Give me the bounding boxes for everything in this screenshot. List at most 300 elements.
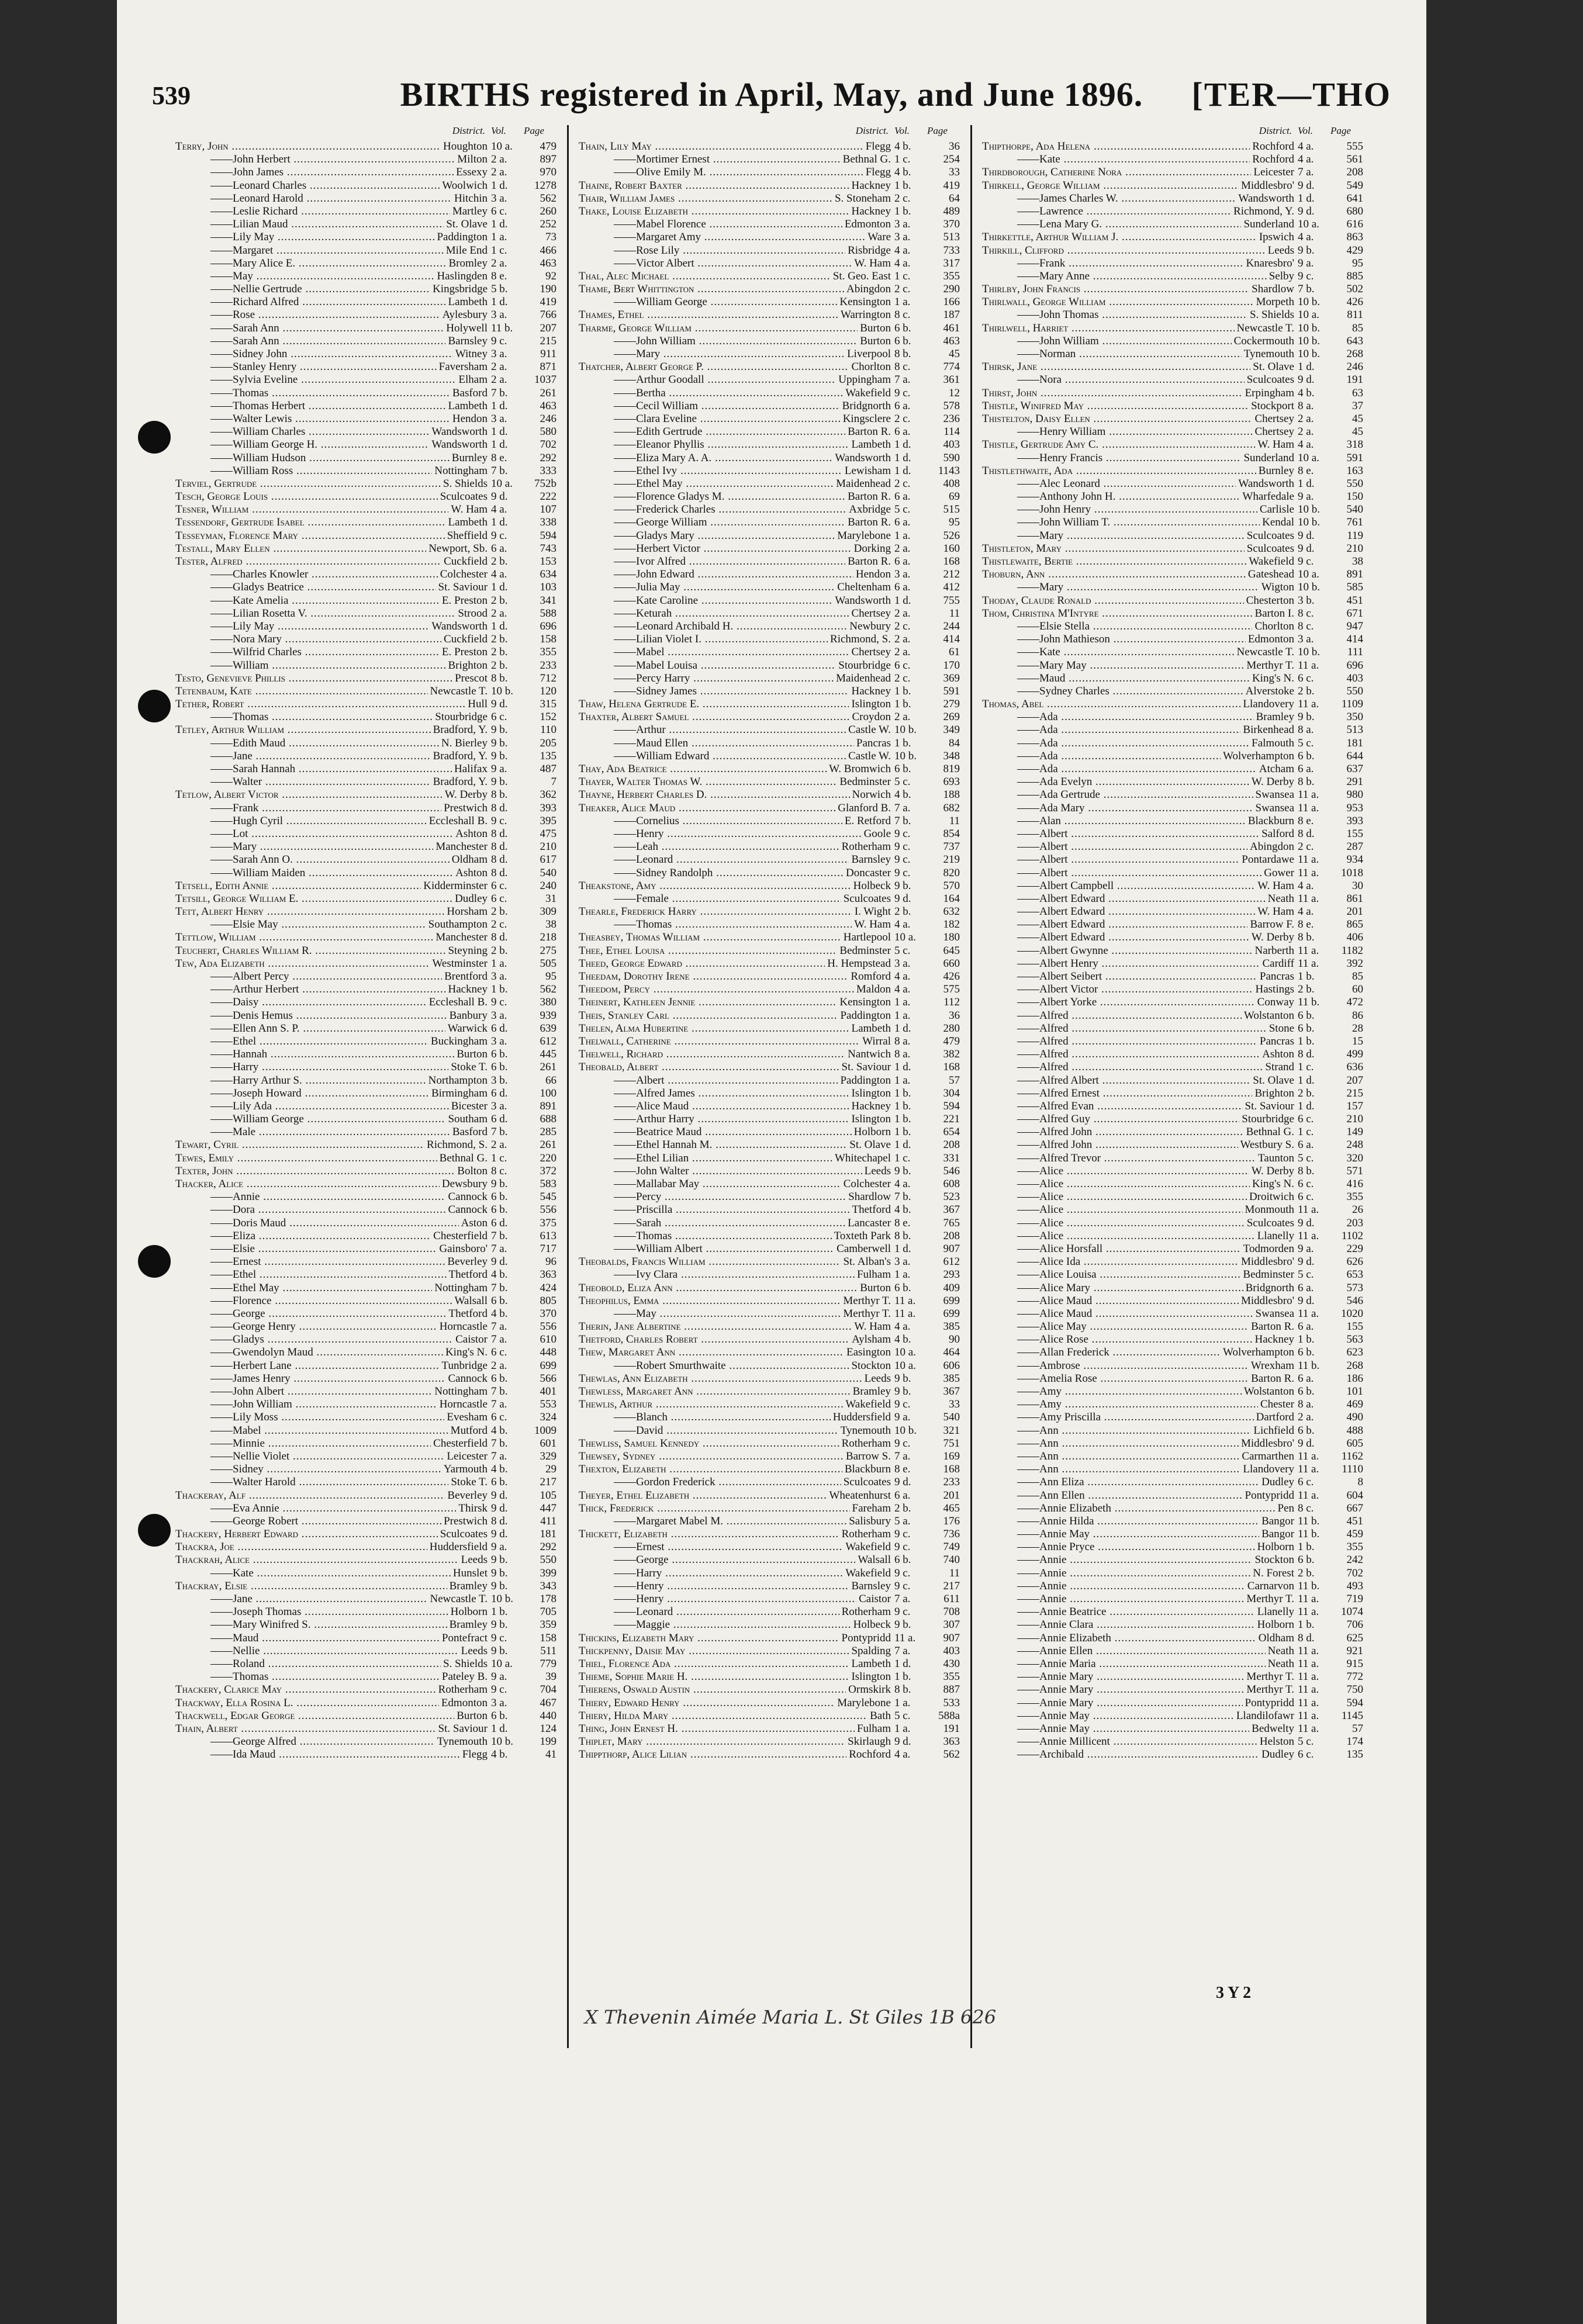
entry-district: Wheatenhurst [829, 1489, 891, 1502]
register-entry [579, 179, 960, 192]
entry-vol: 11 a. [1298, 1644, 1319, 1657]
entry-page: 333 [540, 464, 557, 477]
entry-name: —— Annie ..... [982, 1567, 1250, 1580]
entry-district: Shardlow [1252, 283, 1294, 296]
entry-district: Holborn [853, 1126, 891, 1139]
entry-vol: 10 b. [1298, 334, 1320, 347]
entry-district: Merthyr T. [843, 1294, 891, 1307]
entry-name: —— Sarah Ann O. ..... [175, 853, 450, 866]
entry-name: —— Gladys ..... [175, 1333, 453, 1346]
register-entry [579, 945, 960, 957]
entry-name: Thatcher, Albert George P. ..... [579, 361, 849, 374]
entry-page: 751 [943, 1437, 960, 1450]
entry-district: Birmingham [431, 1087, 488, 1099]
register-entry [982, 1009, 1363, 1022]
entry-name: —— Walter Lewis ..... [175, 413, 450, 426]
register-entry [579, 153, 960, 166]
register-entry [175, 1204, 557, 1216]
entry-district: Cardiff [1262, 957, 1294, 970]
entry-vol: 7 b. [1298, 283, 1315, 296]
register-entry [175, 776, 557, 788]
entry-district: Barnsley [851, 1579, 891, 1592]
entry-page: 157 [1346, 1099, 1363, 1112]
entry-name: Tesner, William ..... [175, 503, 448, 516]
entry-district: Eccleshall B. [428, 814, 488, 827]
entry-page: 885 [1346, 269, 1363, 282]
register-entry [982, 205, 1363, 218]
entry-name: —— Kate ..... [982, 646, 1235, 659]
entry-vol: 9 c. [894, 866, 911, 879]
register-entry [175, 1139, 557, 1151]
register-entry [579, 1658, 960, 1671]
entry-page: 1074 [1341, 1606, 1363, 1618]
entry-name: —— Alfred ..... [982, 1022, 1267, 1035]
entry-district: Flegg [865, 140, 891, 153]
register-entry [579, 763, 960, 776]
register-entry [579, 1178, 960, 1191]
register-entry [579, 361, 960, 374]
entry-name: Thiery, Edward Henry ..... [579, 1697, 835, 1710]
register-entry [982, 309, 1363, 321]
register-entry [982, 1100, 1363, 1113]
register-entry [982, 1541, 1363, 1554]
entry-district: Nantwich [848, 1048, 891, 1061]
register-entry [982, 166, 1363, 179]
entry-vol: 4 b. [491, 1268, 508, 1281]
entry-vol: 8 b. [491, 788, 508, 801]
entry-district: W. Derby [1251, 776, 1294, 788]
entry-name: —— Arthur Harry ..... [579, 1113, 849, 1126]
register-entry [175, 257, 557, 270]
entry-vol: 9 c. [491, 996, 507, 1009]
entry-page: 469 [1346, 1398, 1363, 1411]
entry-vol: 3 a. [894, 1256, 911, 1268]
entry-page: 533 [943, 1696, 960, 1709]
entry-district: S. Shields [443, 1657, 488, 1670]
register-entry [982, 1333, 1363, 1346]
entry-name: Thelen, Alma Hubertine ..... [579, 1022, 849, 1035]
entry-district: W. Derby [1251, 1164, 1294, 1177]
register-entry [175, 1295, 557, 1308]
entry-name: —— Roland ..... [175, 1658, 441, 1671]
entry-vol: 1 d. [1298, 1099, 1315, 1112]
entry-vol: 1 b. [894, 1087, 911, 1099]
entry-district: Martley [452, 205, 488, 217]
entry-name: Tetsell, Edith Annie ..... [175, 880, 421, 893]
entry-district: Knaresbro' [1246, 257, 1294, 269]
register-entry [579, 1320, 960, 1333]
entry-district: Kidderminster [423, 879, 488, 892]
register-entry [579, 309, 960, 321]
register-entry [579, 192, 960, 205]
entry-district: E. Preston [441, 594, 488, 607]
entry-name: —— Maud ..... [982, 672, 1250, 685]
entry-name: Tesch, George Louis ..... [175, 490, 438, 503]
entry-name: Theaker, Alice Maud ..... [579, 802, 835, 815]
entry-district: Cockermouth [1233, 334, 1294, 347]
entry-name: —— Ann ..... [982, 1450, 1239, 1463]
register-entry [982, 1723, 1363, 1735]
entry-page: 915 [1346, 1657, 1363, 1670]
register-entry [175, 1087, 557, 1100]
register-entry [982, 724, 1363, 736]
entry-name: —— Blanch ..... [579, 1411, 831, 1424]
entry-district: Llandovery [1243, 698, 1294, 711]
register-entry [579, 970, 960, 983]
entry-vol: 7 b. [491, 464, 508, 477]
entry-vol: 4 a. [894, 244, 911, 257]
entry-name: Thiery, Hilda Mary ..... [579, 1710, 867, 1723]
entry-vol: 2 c. [894, 620, 911, 632]
register-entry [175, 1191, 557, 1204]
register-entry [982, 698, 1363, 711]
entry-district: Basford [452, 1126, 488, 1139]
register-entry [579, 244, 960, 257]
entry-page: 479 [943, 1035, 960, 1047]
entry-page: 708 [943, 1606, 960, 1618]
register-entry [579, 905, 960, 918]
entry-vol: 2 b. [1298, 1087, 1315, 1099]
entry-page: 372 [540, 1164, 557, 1177]
entry-page: 164 [943, 892, 960, 905]
column-header [982, 125, 1363, 140]
entry-district: Horncastle [439, 1320, 488, 1333]
entry-district: Swansea [1255, 801, 1294, 814]
entry-name: —— Lena Mary G. ..... [982, 218, 1241, 231]
register-entry [175, 413, 557, 426]
entry-name: —— Henry ..... [579, 1580, 849, 1593]
entry-district: Maldon [856, 983, 891, 996]
entry-name: —— Annie Mary ..... [982, 1671, 1244, 1683]
register-entry [175, 893, 557, 905]
register-entry [175, 1165, 557, 1178]
entry-name: —— Doris Maud ..... [175, 1217, 459, 1230]
entry-district: Wakefield [845, 1398, 891, 1411]
entry-page: 168 [943, 1061, 960, 1074]
register-entry [982, 218, 1363, 231]
entry-vol: 6 a. [894, 426, 911, 438]
entry-vol: 1 d. [894, 451, 911, 464]
entry-district: Burnley [1258, 464, 1294, 477]
entry-page: 641 [1346, 192, 1363, 205]
entry-district: Risbridge [848, 244, 891, 257]
register-entry [175, 1502, 557, 1515]
entry-district: Wandsworth [431, 620, 488, 632]
entry-district: Blackburn [1247, 814, 1294, 827]
entry-vol: 7 a. [491, 1398, 507, 1411]
register-entry [175, 1723, 557, 1735]
entry-district: Nottingham [434, 1385, 488, 1398]
entry-district: Stourbridge [838, 659, 891, 672]
entry-name: Thirkill, Clifford ..... [982, 244, 1266, 257]
entry-page: 110 [540, 724, 557, 736]
register-entry [579, 633, 960, 646]
entry-page: 465 [943, 1502, 960, 1514]
entry-vol: 9 c. [894, 853, 911, 866]
register-entry [579, 1385, 960, 1398]
entry-vol: 1 d. [1298, 1074, 1315, 1087]
entry-vol: 8 e. [1298, 464, 1314, 477]
entry-page: 583 [540, 1178, 557, 1190]
register-entry [982, 1645, 1363, 1658]
entry-district: Llandovery [1243, 1463, 1294, 1476]
entry-name: —— Lot ..... [175, 828, 453, 841]
entry-vol: 9 b. [894, 1164, 911, 1177]
entry-name: —— Ann ..... [982, 1424, 1251, 1437]
entry-page: 540 [943, 1411, 960, 1424]
register-entry [982, 996, 1363, 1009]
entry-vol: 1 b. [894, 698, 911, 711]
entry-vol: 6 a. [1298, 1320, 1314, 1333]
entry-vol: 11 a. [1298, 1593, 1319, 1605]
entry-district: Wolverhampton [1223, 749, 1294, 762]
entry-district: Atcham [1259, 763, 1294, 775]
entry-district: Bethnal G. [1246, 1126, 1294, 1139]
entry-page: 95 [545, 970, 557, 983]
entry-district: Cheltenham [837, 581, 891, 594]
entry-district: Wandsworth [431, 438, 488, 451]
register-entry [579, 438, 960, 451]
punch-hole-icon [138, 1245, 171, 1278]
entry-page: 57 [1352, 1722, 1363, 1735]
entry-vol: 9 c. [491, 529, 507, 542]
entry-name: —— Annie Elizabeth ..... [982, 1502, 1276, 1515]
entry-page: 939 [540, 1009, 557, 1022]
register-entry [982, 1191, 1363, 1204]
entry-name: —— Ada ..... [982, 737, 1249, 750]
entry-page: 555 [1346, 140, 1363, 153]
entry-vol: 3 a. [491, 348, 507, 360]
entry-page: 645 [943, 944, 960, 957]
entry-name: —— Walter ..... [175, 776, 431, 788]
entry-name: —— John William ..... [982, 335, 1232, 348]
entry-name: —— William Hudson ..... [175, 452, 450, 465]
register-entry [175, 957, 557, 970]
entry-vol: 6 b. [894, 1554, 911, 1566]
entry-name: Thistle, Winifred May ..... [982, 400, 1249, 413]
entry-page: 33 [949, 1398, 960, 1411]
entry-district: Brighton [448, 659, 488, 672]
entry-district: Leicester [447, 1450, 488, 1462]
entry-vol: 8 e. [894, 1216, 911, 1229]
register-entry [982, 542, 1363, 555]
register-entry [579, 1554, 960, 1566]
entry-district: Sunderland [1243, 451, 1294, 464]
entry-name: —— William Edward ..... [579, 750, 846, 763]
entry-district: Barton R. [848, 426, 891, 438]
entry-page: 871 [540, 361, 557, 374]
entry-district: Easington [846, 1346, 891, 1359]
entry-name: —— Kate ..... [982, 153, 1250, 166]
entry-name: Thirlwall, George William ..... [982, 296, 1254, 309]
entry-name: —— Ivy Clara ..... [579, 1268, 855, 1281]
entry-district: Stourbridge [435, 711, 488, 724]
entry-page: 395 [540, 814, 557, 827]
register-entry [982, 970, 1363, 983]
entry-vol: 10 a. [1298, 451, 1319, 464]
entry-page: 702 [540, 438, 557, 451]
entry-vol: 11 b. [1298, 1359, 1320, 1372]
entry-page: 304 [943, 1087, 960, 1099]
entry-name: —— Alice Horsfall ..... [982, 1243, 1241, 1256]
entry-name: —— Harry ..... [579, 1567, 843, 1580]
register-entry [175, 698, 557, 711]
register-entry [175, 802, 557, 815]
entry-page: 307 [943, 1618, 960, 1631]
register-entry [175, 1541, 557, 1554]
entry-name: —— John Albert ..... [175, 1385, 432, 1398]
register-entry [175, 1009, 557, 1022]
entry-vol: 8 e. [1298, 814, 1314, 827]
entry-vol: 1 a. [491, 231, 507, 244]
register-entry [982, 763, 1363, 776]
entry-page: 545 [540, 1191, 557, 1204]
entry-district: Newport, Sb. [428, 542, 488, 555]
entry-page: 254 [943, 153, 960, 166]
entry-name: —— Annie ..... [982, 1580, 1245, 1593]
entry-district: St. Alban's [843, 1256, 891, 1268]
entry-name: —— Stanley Henry ..... [175, 361, 437, 374]
register-entry [982, 179, 1363, 192]
entry-vol: 9 c. [894, 1437, 911, 1450]
register-entry [982, 1424, 1363, 1437]
entry-district: Rotherham [841, 1606, 891, 1618]
entry-vol: 8 b. [894, 1229, 911, 1242]
register-entry [982, 1489, 1363, 1502]
entry-page: 588 [540, 607, 557, 620]
register-entry [579, 465, 960, 478]
entry-page: 309 [540, 905, 557, 918]
entry-vol: 2 b. [1298, 1566, 1315, 1579]
entry-page: 163 [1346, 464, 1363, 477]
entry-district: Shardlow [848, 1191, 891, 1204]
entry-district: Rotherham [841, 1528, 891, 1541]
entry-page: 682 [943, 801, 960, 814]
page-number: 539 [152, 81, 191, 110]
entry-name: —— Cornelius ..... [579, 815, 842, 828]
entry-page: 260 [540, 205, 557, 217]
entry-name: —— Sylvia Eveline ..... [175, 374, 456, 386]
register-entry [175, 1671, 557, 1683]
entry-district: Middlesbro' [1240, 1256, 1294, 1268]
entry-district: Croydon [852, 711, 891, 724]
register-entry [175, 931, 557, 944]
entry-district: Tynemouth [1243, 348, 1294, 360]
register-entry [579, 1528, 960, 1541]
entry-name: —— Albert Campbell ..... [982, 880, 1255, 893]
entry-page: 268 [1346, 1359, 1363, 1372]
entry-name: Thaine, Robert Baxter ..... [579, 179, 849, 192]
column-divider [970, 125, 972, 2048]
entry-vol: 6 a. [491, 542, 507, 555]
entry-vol: 1 d. [491, 620, 508, 632]
entry-vol: 4 a. [894, 1748, 911, 1761]
entry-vol: 2 a. [491, 1359, 507, 1372]
entry-district: Brentford [444, 970, 488, 983]
register-entry [175, 140, 557, 153]
entry-vol: 8 a. [1298, 724, 1314, 736]
register-entry [579, 880, 960, 893]
entry-name: —— Wilfrid Charles ..... [175, 646, 440, 659]
register-entry [982, 581, 1363, 594]
entry-name: —— Ada Gertrude ..... [982, 788, 1253, 801]
entry-page: 218 [540, 931, 557, 944]
entry-page: 805 [540, 1294, 557, 1307]
entry-page: 149 [1346, 1126, 1363, 1139]
entry-vol: 1 d. [1298, 477, 1315, 490]
entry-name: —— Clara Eveline ..... [579, 413, 841, 426]
register-entry [579, 1230, 960, 1243]
entry-page: 290 [943, 283, 960, 296]
entry-district: Stockport [1251, 399, 1294, 412]
entry-page: 168 [943, 1463, 960, 1476]
entry-page: 526 [943, 529, 960, 542]
entry-name: —— Alice Maud ..... [579, 1100, 849, 1113]
entry-page: 320 [1346, 1151, 1363, 1164]
register-entry [579, 1204, 960, 1216]
entry-name: Thoburn, Ann ..... [982, 568, 1246, 581]
entry-page: 1020 [1341, 1307, 1363, 1320]
register-entry [579, 918, 960, 931]
register-entry [175, 1230, 557, 1243]
entry-name: Thair, William James ..... [579, 192, 832, 205]
entry-name: —— Thomas ..... [175, 387, 450, 400]
register-entry [579, 503, 960, 516]
entry-vol: 8 e. [894, 1463, 911, 1476]
entry-vol: 11 a. [1298, 1307, 1319, 1320]
entry-vol: 6 b. [491, 1061, 508, 1074]
entry-vol: 4 a. [1298, 438, 1314, 451]
entry-vol: 11 b. [1298, 1528, 1320, 1541]
entry-page: 488 [1346, 1424, 1363, 1437]
entry-page: 1143 [938, 464, 960, 477]
entry-name: —— Mary Alice E. ..... [175, 257, 447, 270]
entry-page: 111 [1347, 646, 1363, 659]
entry-vol: 6 b. [491, 1048, 508, 1061]
entry-vol: 3 a. [491, 970, 507, 983]
register-entry [982, 737, 1363, 750]
entry-vol: 3 a. [491, 192, 507, 205]
entry-page: 252 [540, 218, 557, 231]
entry-page: 479 [540, 140, 557, 153]
register-entry [175, 218, 557, 231]
entry-name: —— Ambrose ..... [982, 1360, 1249, 1372]
entry-vol: 5 c. [1298, 1268, 1314, 1281]
register-entry [175, 646, 557, 659]
entry-vol: 2 a. [1298, 1411, 1314, 1424]
register-entry [175, 828, 557, 841]
register-entry [579, 516, 960, 529]
entry-vol: 1 b. [894, 1671, 911, 1683]
entry-page: 1145 [1341, 1709, 1363, 1722]
entry-district: Holbeck [853, 1618, 891, 1631]
entry-page: 612 [540, 1035, 557, 1047]
register-entry [175, 1645, 557, 1658]
register-entry [175, 711, 557, 724]
entry-vol: 3 a. [894, 218, 911, 231]
entry-name: —— Ethel May ..... [175, 1282, 432, 1295]
register-entry [175, 620, 557, 633]
entry-vol: 11 b. [491, 321, 513, 334]
entry-vol: 7 b. [491, 1126, 508, 1139]
entry-name: —— Frank ..... [982, 257, 1243, 270]
entry-vol: 1 c. [1298, 1126, 1314, 1139]
register-entry [175, 1256, 557, 1268]
entry-district: Axbridge [849, 503, 891, 516]
register-entry [982, 750, 1363, 763]
register-entry [982, 1061, 1363, 1074]
register-entry [579, 257, 960, 270]
